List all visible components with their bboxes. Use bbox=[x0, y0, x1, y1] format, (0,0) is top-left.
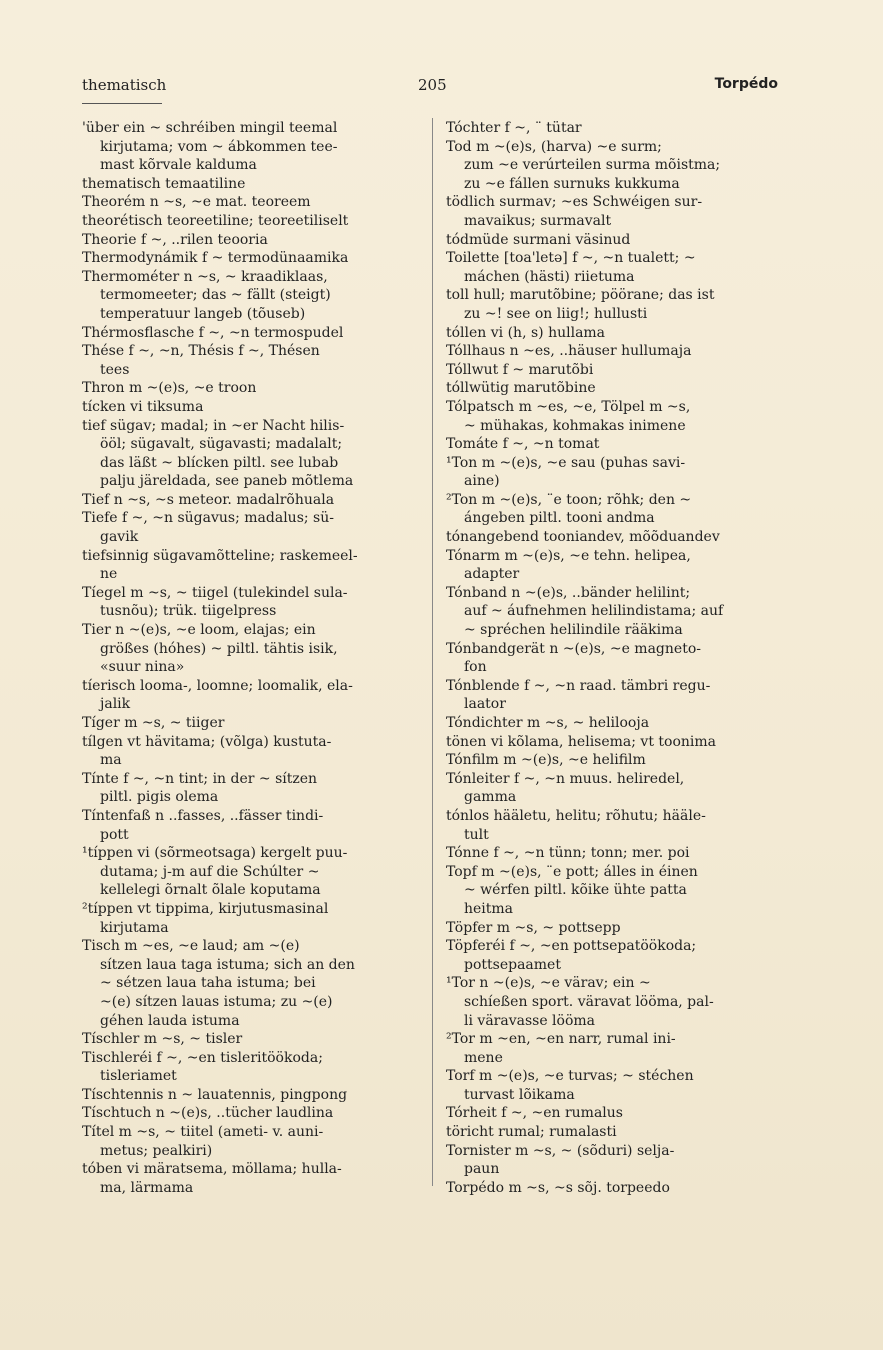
entry-line: Torf m ~(e)s, ~e turvas; ~ stéchen bbox=[446, 1068, 694, 1085]
entry-line: mene bbox=[464, 1049, 503, 1066]
left-column bbox=[82, 119, 418, 1197]
entry-line: gamma bbox=[464, 789, 517, 806]
entry-line: theorétisch teoreetiline; teoreetiliselt bbox=[82, 212, 349, 229]
entry-line: adapter bbox=[464, 566, 520, 583]
entry-line: Töpferéi f ~, ~en pottsepatöökoda; bbox=[446, 938, 697, 955]
entry-line: tusnõu); trük. tiigelpress bbox=[100, 603, 277, 620]
entry-line: ma, lärmama bbox=[100, 1179, 194, 1196]
entry-line: tíerisch looma-, loomne; loomalik, ela- bbox=[82, 677, 353, 694]
entry-line: Topf m ~(e)s, ¨e pott; álles in éinen bbox=[446, 863, 698, 880]
entry-line: Tónleiter f ~, ~n muus. heliredel, bbox=[446, 770, 685, 787]
entry-line: Tíschtennis n ~ lauatennis, pingpong bbox=[82, 1086, 348, 1103]
entry-line: li väravasse lööma bbox=[464, 1012, 596, 1029]
entry-line: kirjutama; vom ~ ábkommen tee- bbox=[100, 138, 338, 155]
entry-line: mavaikus; surmavalt bbox=[464, 212, 612, 229]
entry-line: Töpfer m ~s, ~ pottsepp bbox=[446, 919, 621, 936]
entry-line: tónlos hääletu, helitu; rõhutu; hääle- bbox=[446, 807, 706, 824]
entry-line: ¹Ton m ~(e)s, ~e sau (puhas savi- bbox=[446, 454, 686, 471]
entry-line: Torpédo m ~s, ~s sõj. torpeedo bbox=[446, 1179, 670, 1196]
entry-line: pottsepaamet bbox=[464, 956, 561, 973]
entry-line: Theorém n ~s, ~e mat. teoreem bbox=[82, 194, 311, 211]
entry-line: Tínte f ~, ~n tint; in der ~ sítzen bbox=[82, 770, 318, 787]
entry-line: tóllen vi (h, s) hullama bbox=[446, 324, 606, 341]
entry-line: Tíschtuch n ~(e)s, ..tücher laudlina bbox=[82, 1105, 334, 1122]
entry-line: Tier n ~(e)s, ~e loom, elajas; ein bbox=[82, 622, 316, 639]
entry-line: ²Tor m ~en, ~en narr, rumal ini- bbox=[446, 1031, 676, 1048]
entry-line: ¹Tor n ~(e)s, ~e värav; ein ~ bbox=[446, 975, 651, 992]
entry-line: tönen vi kõlama, helisema; vt toonima bbox=[446, 733, 717, 750]
entry-line: tódmüde surmani väsinud bbox=[446, 231, 631, 248]
entry-line: heitma bbox=[464, 900, 514, 917]
entry-line: töricht rumal; rumalasti bbox=[446, 1124, 617, 1141]
entry-line: 'über ein ~ schréiben mingil teemal bbox=[82, 120, 338, 136]
entry-line: ~ sétzen laua taha istuma; bei bbox=[100, 975, 316, 992]
entry-line: ~(e) sítzen lauas istuma; zu ~(e) bbox=[100, 993, 333, 1010]
entry-line: Theorie f ~, ..rilen teooria bbox=[82, 231, 268, 248]
entry-line: tisleriamet bbox=[100, 1068, 177, 1085]
entry-line: Tornister m ~s, ~ (sõduri) selja- bbox=[446, 1142, 675, 1159]
entry-line: tees bbox=[100, 361, 130, 378]
entry-line: tult bbox=[464, 826, 489, 843]
entry-line: turvast lõikama bbox=[464, 1086, 575, 1103]
entry-line: größes (hóhes) ~ piltl. tähtis isik, bbox=[100, 640, 338, 657]
entry-line: Tíger m ~s, ~ tiiger bbox=[82, 715, 225, 731]
entry-line: Tólpatsch m ~es, ~e, Tölpel m ~s, bbox=[446, 398, 691, 415]
entry-line: Thermodynámik f ~ termodünaamika bbox=[82, 250, 349, 267]
entry-line: Tóndichter m ~s, ~ helilooja bbox=[446, 715, 650, 731]
entry-line: aine) bbox=[464, 473, 500, 490]
entry-line: Tónband n ~(e)s, ..bänder helilint; bbox=[446, 584, 691, 601]
entry-line: Toilette [toa'letə] f ~, ~n tualett; ~ bbox=[446, 250, 696, 267]
entry-line: paun bbox=[464, 1161, 500, 1178]
entry-line: das läßt ~ blícken piltl. see lubab bbox=[100, 454, 339, 471]
entry-line: Tod m ~(e)s, (harva) ~e surm; bbox=[446, 138, 662, 155]
entry-line: gavik bbox=[100, 529, 139, 546]
entry-line: palju järeldada, see paneb mõtlema bbox=[100, 473, 354, 490]
entry-line: ~ spréchen helilindile rääkima bbox=[464, 622, 683, 639]
entry-line: Tónblende f ~, ~n raad. tämbri regu- bbox=[446, 677, 711, 694]
entry-line: zu ~! see on liig!; hullusti bbox=[464, 305, 648, 322]
entry-line: Tisch m ~es, ~e laud; am ~(e) bbox=[82, 938, 300, 955]
entry-line: auf ~ áufnehmen helilindistama; auf bbox=[464, 603, 724, 620]
entry-line: kirjutama bbox=[100, 919, 169, 936]
entry-line: Tónfilm m ~(e)s, ~e helifilm bbox=[446, 752, 646, 769]
entry-line: Tischleréi f ~, ~en tisleritöökoda; bbox=[82, 1049, 323, 1066]
entry-line: géhen lauda istuma bbox=[100, 1012, 240, 1029]
entry-line: metus; pealkiri) bbox=[100, 1142, 213, 1159]
entry-line: tóllwütig marutõbine bbox=[446, 380, 596, 397]
entry-line: mast kõrvale kalduma bbox=[100, 157, 257, 174]
entry-line: pott bbox=[100, 826, 129, 843]
entry-line: Tóchter f ~, ¨ tütar bbox=[446, 120, 582, 136]
entry-line: Títel m ~s, ~ tiitel (ameti- v. auni- bbox=[82, 1124, 324, 1141]
entry-line: Thermométer n ~s, ~ kraadiklaas, bbox=[82, 268, 328, 285]
entry-line: Tíntenfaß n ..fasses, ..fässer tindi- bbox=[82, 807, 324, 824]
entry-line: thematisch temaatiline bbox=[82, 175, 246, 192]
entry-line: zum ~e verúrteilen surma mõistma; bbox=[464, 157, 721, 174]
entry-line: Tóllwut f ~ marutõbi bbox=[446, 361, 594, 378]
entry-line: toll hull; marutõbine; pöörane; das ist bbox=[446, 287, 715, 304]
entry-line: ma bbox=[100, 752, 122, 769]
entry-line: jalik bbox=[100, 696, 131, 713]
entry-line: Tónarm m ~(e)s, ~e tehn. helipea, bbox=[446, 547, 691, 564]
entry-line: tónangebend tooniandev, mõõduandev bbox=[446, 529, 720, 546]
entry-line: ne bbox=[100, 566, 118, 583]
entry-line: tícken vi tiksuma bbox=[82, 398, 204, 415]
header-rule bbox=[82, 103, 162, 104]
column-divider bbox=[432, 118, 433, 1186]
entry-line: Thése f ~, ~n, Thésis f ~, Thésen bbox=[82, 343, 320, 360]
entry-line: piltl. pigis olema bbox=[100, 789, 219, 806]
entry-line: máchen (hästi) riietuma bbox=[464, 268, 635, 285]
entry-line: Tiefe f ~, ~n sügavus; madalus; sü- bbox=[82, 510, 334, 527]
entry-line: Thron m ~(e)s, ~e troon bbox=[82, 380, 257, 397]
right-column bbox=[446, 119, 784, 1197]
entry-line: tílgen vt hävitama; (võlga) kustuta- bbox=[82, 733, 332, 750]
entry-line: ~ wérfen piltl. kõike ühte patta bbox=[464, 882, 687, 899]
right-guide-word: Torpédo bbox=[714, 76, 778, 92]
page-number: 205 bbox=[418, 76, 447, 94]
entry-line: Tíegel m ~s, ~ tiigel (tulekindel sula- bbox=[82, 584, 348, 601]
entry-line: Tief n ~s, ~s meteor. madalrõhuala bbox=[82, 491, 335, 508]
entry-line: «suur nina» bbox=[100, 659, 185, 676]
entry-line: laator bbox=[464, 696, 506, 713]
entry-line: ööl; sügavalt, sügavasti; madalalt; bbox=[100, 436, 343, 453]
entry-line: ~ mühakas, kohmakas inimene bbox=[464, 417, 686, 434]
entry-line: tiefsinnig sügavamõtteline; raskemeel- bbox=[82, 547, 358, 564]
entry-line: Tóllhaus n ~es, ..häuser hullumaja bbox=[446, 343, 692, 360]
entry-line: Tomáte f ~, ~n tomat bbox=[446, 436, 600, 453]
entry-line: zu ~e fállen surnuks kukkuma bbox=[464, 175, 680, 192]
entry-line: Thérmosflasche f ~, ~n termospudel bbox=[82, 324, 344, 341]
entry-line: ²típpen vt tippima, kirjutusmasinal bbox=[82, 900, 329, 917]
entry-line: dutama; j-m auf die Schúlter ~ bbox=[100, 863, 320, 880]
entry-line: sítzen laua taga istuma; sich an den bbox=[100, 956, 355, 973]
entry-line: termomeeter; das ~ fällt (steigt) bbox=[100, 287, 331, 304]
entry-line: schíeßen sport. väravat lööma, pal- bbox=[464, 993, 714, 1010]
entry-line: tief sügav; madal; in ~er Nacht hilis- bbox=[82, 417, 345, 434]
entry-line: fon bbox=[464, 659, 487, 676]
entry-line: ¹típpen vi (sõrmeotsaga) kergelt puu- bbox=[82, 845, 348, 862]
entry-line: temperatuur langeb (tõuseb) bbox=[100, 305, 306, 322]
entry-line: Tíschler m ~s, ~ tisler bbox=[82, 1031, 243, 1048]
entry-line: Tónne f ~, ~n tünn; tonn; mer. poi bbox=[446, 845, 690, 862]
entry-line: ángeben piltl. tooni andma bbox=[464, 510, 655, 527]
entry-line: tödlich surmav; ~es Schwéigen sur- bbox=[446, 194, 703, 211]
entry-line: ²Ton m ~(e)s, ¨e toon; rõhk; den ~ bbox=[446, 491, 692, 508]
entry-line: Tórheit f ~, ~en rumalus bbox=[446, 1105, 623, 1122]
entry-line: tóben vi märatsema, möllama; hulla- bbox=[82, 1161, 342, 1178]
left-guide-word: thematisch bbox=[82, 76, 167, 94]
page-header bbox=[82, 76, 778, 100]
entry-line: Tónbandgerät n ~(e)s, ~e magneto- bbox=[446, 640, 701, 657]
entry-line: kellelegi õrnalt õlale koputama bbox=[100, 882, 321, 899]
